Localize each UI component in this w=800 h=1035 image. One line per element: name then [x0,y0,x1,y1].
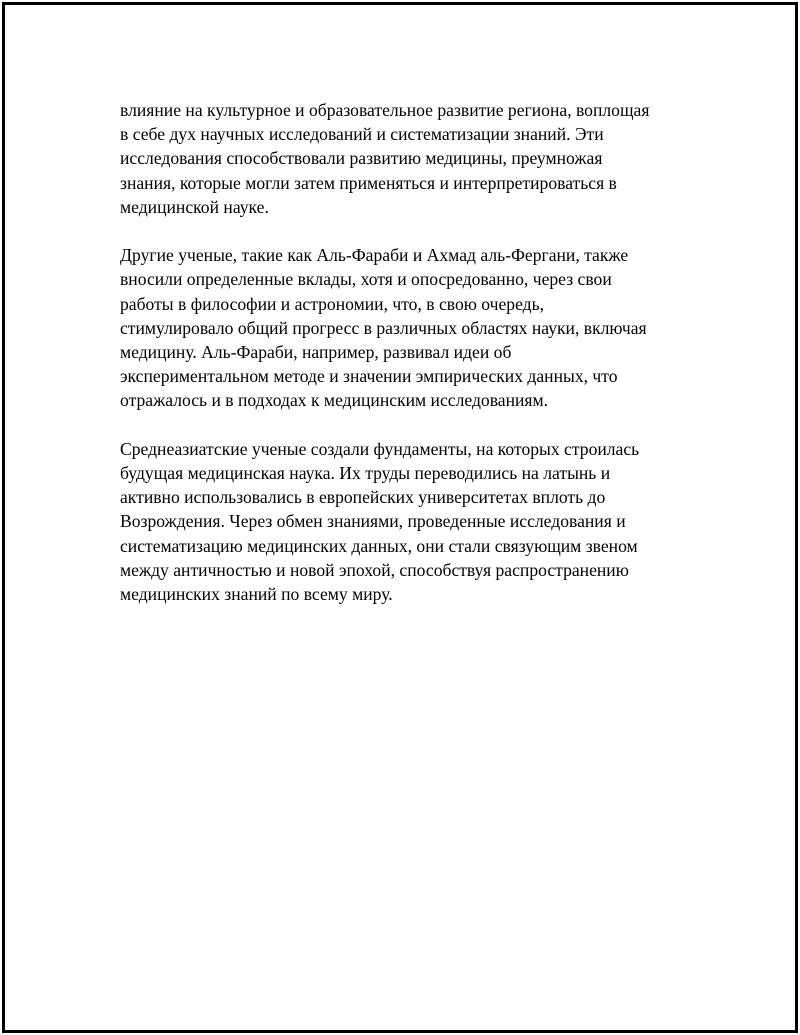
paragraph-line: медицину. Аль-Фараби, например, развивал идеи об [120,342,512,363]
paragraph-line: медицинских знаний по всему миру. [120,584,393,605]
paragraph-1 [120,98,700,219]
paragraph-line: отражалось и в подходах к медицинским исследованиям. [120,390,549,411]
page-frame [2,2,798,1033]
paragraph-line: Среднеазиатские ученые создали фундаменты, на которых строилась [120,438,640,459]
paragraph-line: стимулировало общий прогресс в различных областях науки, включая [120,317,647,338]
paragraph-2 [120,243,700,412]
paragraph-line: систематизацию медицинских данных, они стали связующим звеном [120,535,638,556]
paragraph-line: влияние на культурное и образовательное развитие региона, воплощая [120,100,650,120]
paragraph-line: работы в философии и астрономии, что, в свою очередь, [120,293,545,314]
paragraph-line: знания, которые могли затем применяться и интерпретироваться в [120,172,617,193]
paragraph-line: активно использовались в европейских университетах вплоть до [120,487,606,508]
paragraph-line: исследования способствовали развитию медицины, преумножая [120,148,603,169]
paragraph-line: в себе дух научных исследований и систематизации знаний. Эти [120,124,604,145]
paragraph-3 [120,437,700,606]
paragraph-line: между античностью и новой эпохой, способствуя распространению [120,559,629,580]
document-body [120,98,700,630]
paragraph-line: Другие ученые, такие как Аль-Фараби и Ахмад аль-Фергани, также [120,245,629,266]
paragraph-line: Возрождения. Через обмен знаниями, проведенные исследования и [120,511,626,532]
paragraph-line: экспериментальном методе и значении эмпирических данных, что [120,366,618,387]
paragraph-line: вносили определенные вклады, хотя и опосредованно, через свои [120,269,612,290]
paragraph-line: медицинской науке. [120,196,269,217]
paragraph-line: будущая медицинская наука. Их труды переводились на латынь и [120,463,611,484]
